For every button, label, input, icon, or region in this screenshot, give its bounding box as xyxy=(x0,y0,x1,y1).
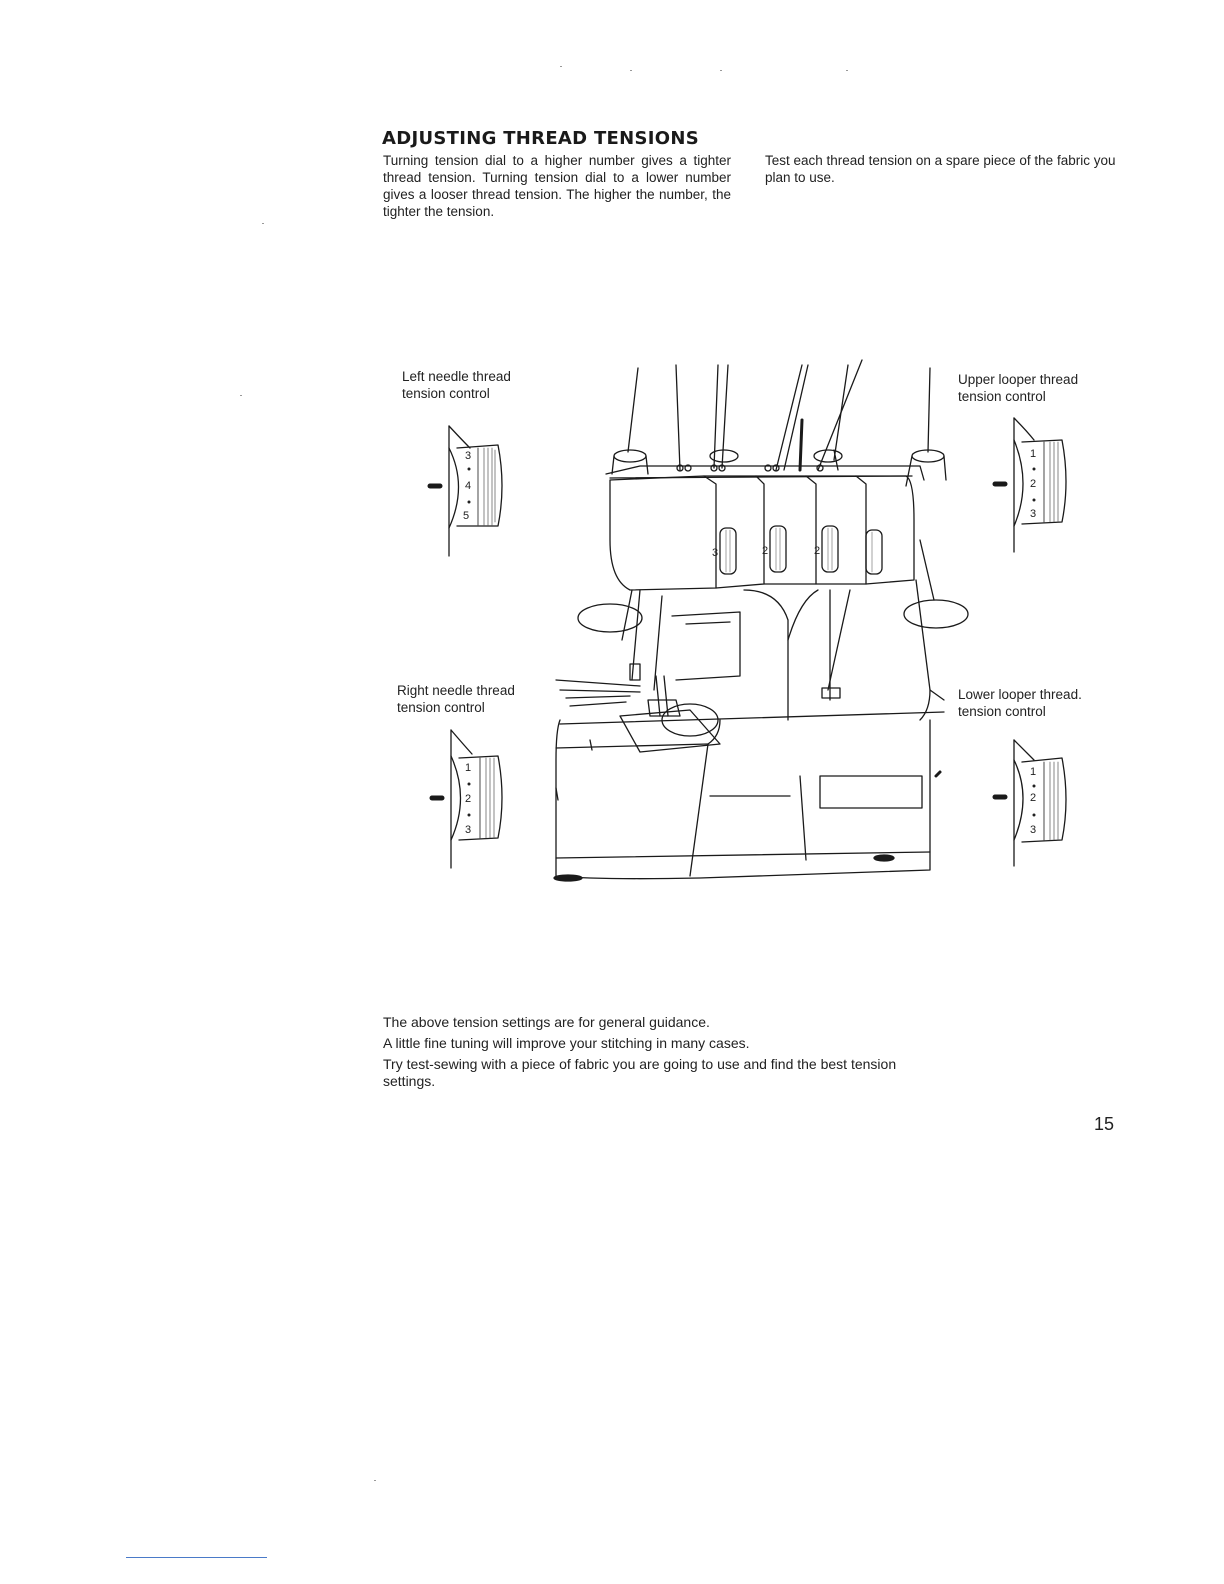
page-title: ADJUSTING THREAD TENSIONS xyxy=(382,128,699,150)
dial-number: 4 xyxy=(465,480,472,492)
lower-looper-dial-icon xyxy=(995,740,1066,866)
dial-number: 3 xyxy=(1030,508,1037,520)
dial-number: 1 xyxy=(465,762,472,774)
dial-number: 2 xyxy=(1030,478,1037,490)
machine-dial xyxy=(814,526,838,572)
dial-number: 2 xyxy=(762,545,769,557)
label-line: Lower looper thread. xyxy=(958,687,1082,702)
label-line: tension control xyxy=(958,389,1046,404)
machine-dial xyxy=(866,530,882,574)
guidance-notes xyxy=(383,1014,943,1094)
intro-paragraph-left: Turning tension dial to a higher number gives a tighter thread tension. Turning tension dial to a lower number gives a looser thread tension. The higher the number, the tighter the tension. xyxy=(383,153,731,219)
dial-number: 5 xyxy=(463,510,470,522)
dial-number: 1 xyxy=(1030,448,1037,460)
dial-number: 2 xyxy=(465,793,472,805)
machine-dial xyxy=(762,526,786,572)
dial-number: 3 xyxy=(465,824,472,836)
dial-number: 3 xyxy=(1030,824,1037,836)
label-line: tension control xyxy=(397,700,485,715)
label-line: tension control xyxy=(958,704,1046,719)
label-line: Left needle thread xyxy=(402,369,511,384)
label-line: Right needle thread xyxy=(397,683,515,698)
dial-number: 3 xyxy=(712,547,719,559)
page-number: 15 xyxy=(1094,1114,1115,1134)
right-needle-dial-icon xyxy=(432,730,502,868)
label-line: Upper looper thread xyxy=(958,372,1079,387)
left-needle-dial-icon xyxy=(430,426,502,556)
upper-looper-dial-icon xyxy=(995,418,1066,552)
dial-number: 2 xyxy=(1030,792,1037,804)
label-line: tension control xyxy=(402,386,490,401)
dial-number: 3 xyxy=(465,450,472,462)
serger-machine xyxy=(554,360,968,881)
guidance-note: A little fine tuning will improve your stitching in many cases. xyxy=(383,1035,750,1051)
guidance-note: The above tension settings are for general guidance. xyxy=(383,1014,710,1030)
intro-paragraph-right: Test each thread tension on a spare piece of the fabric you plan to use. xyxy=(765,153,1116,185)
footer-rule xyxy=(126,1557,267,1558)
guidance-note: Try test-sewing with a piece of fabric you are going to use and find the best tension settings. xyxy=(383,1056,897,1089)
dial-number: 2 xyxy=(814,545,821,557)
dial-number: 1 xyxy=(1030,766,1037,778)
